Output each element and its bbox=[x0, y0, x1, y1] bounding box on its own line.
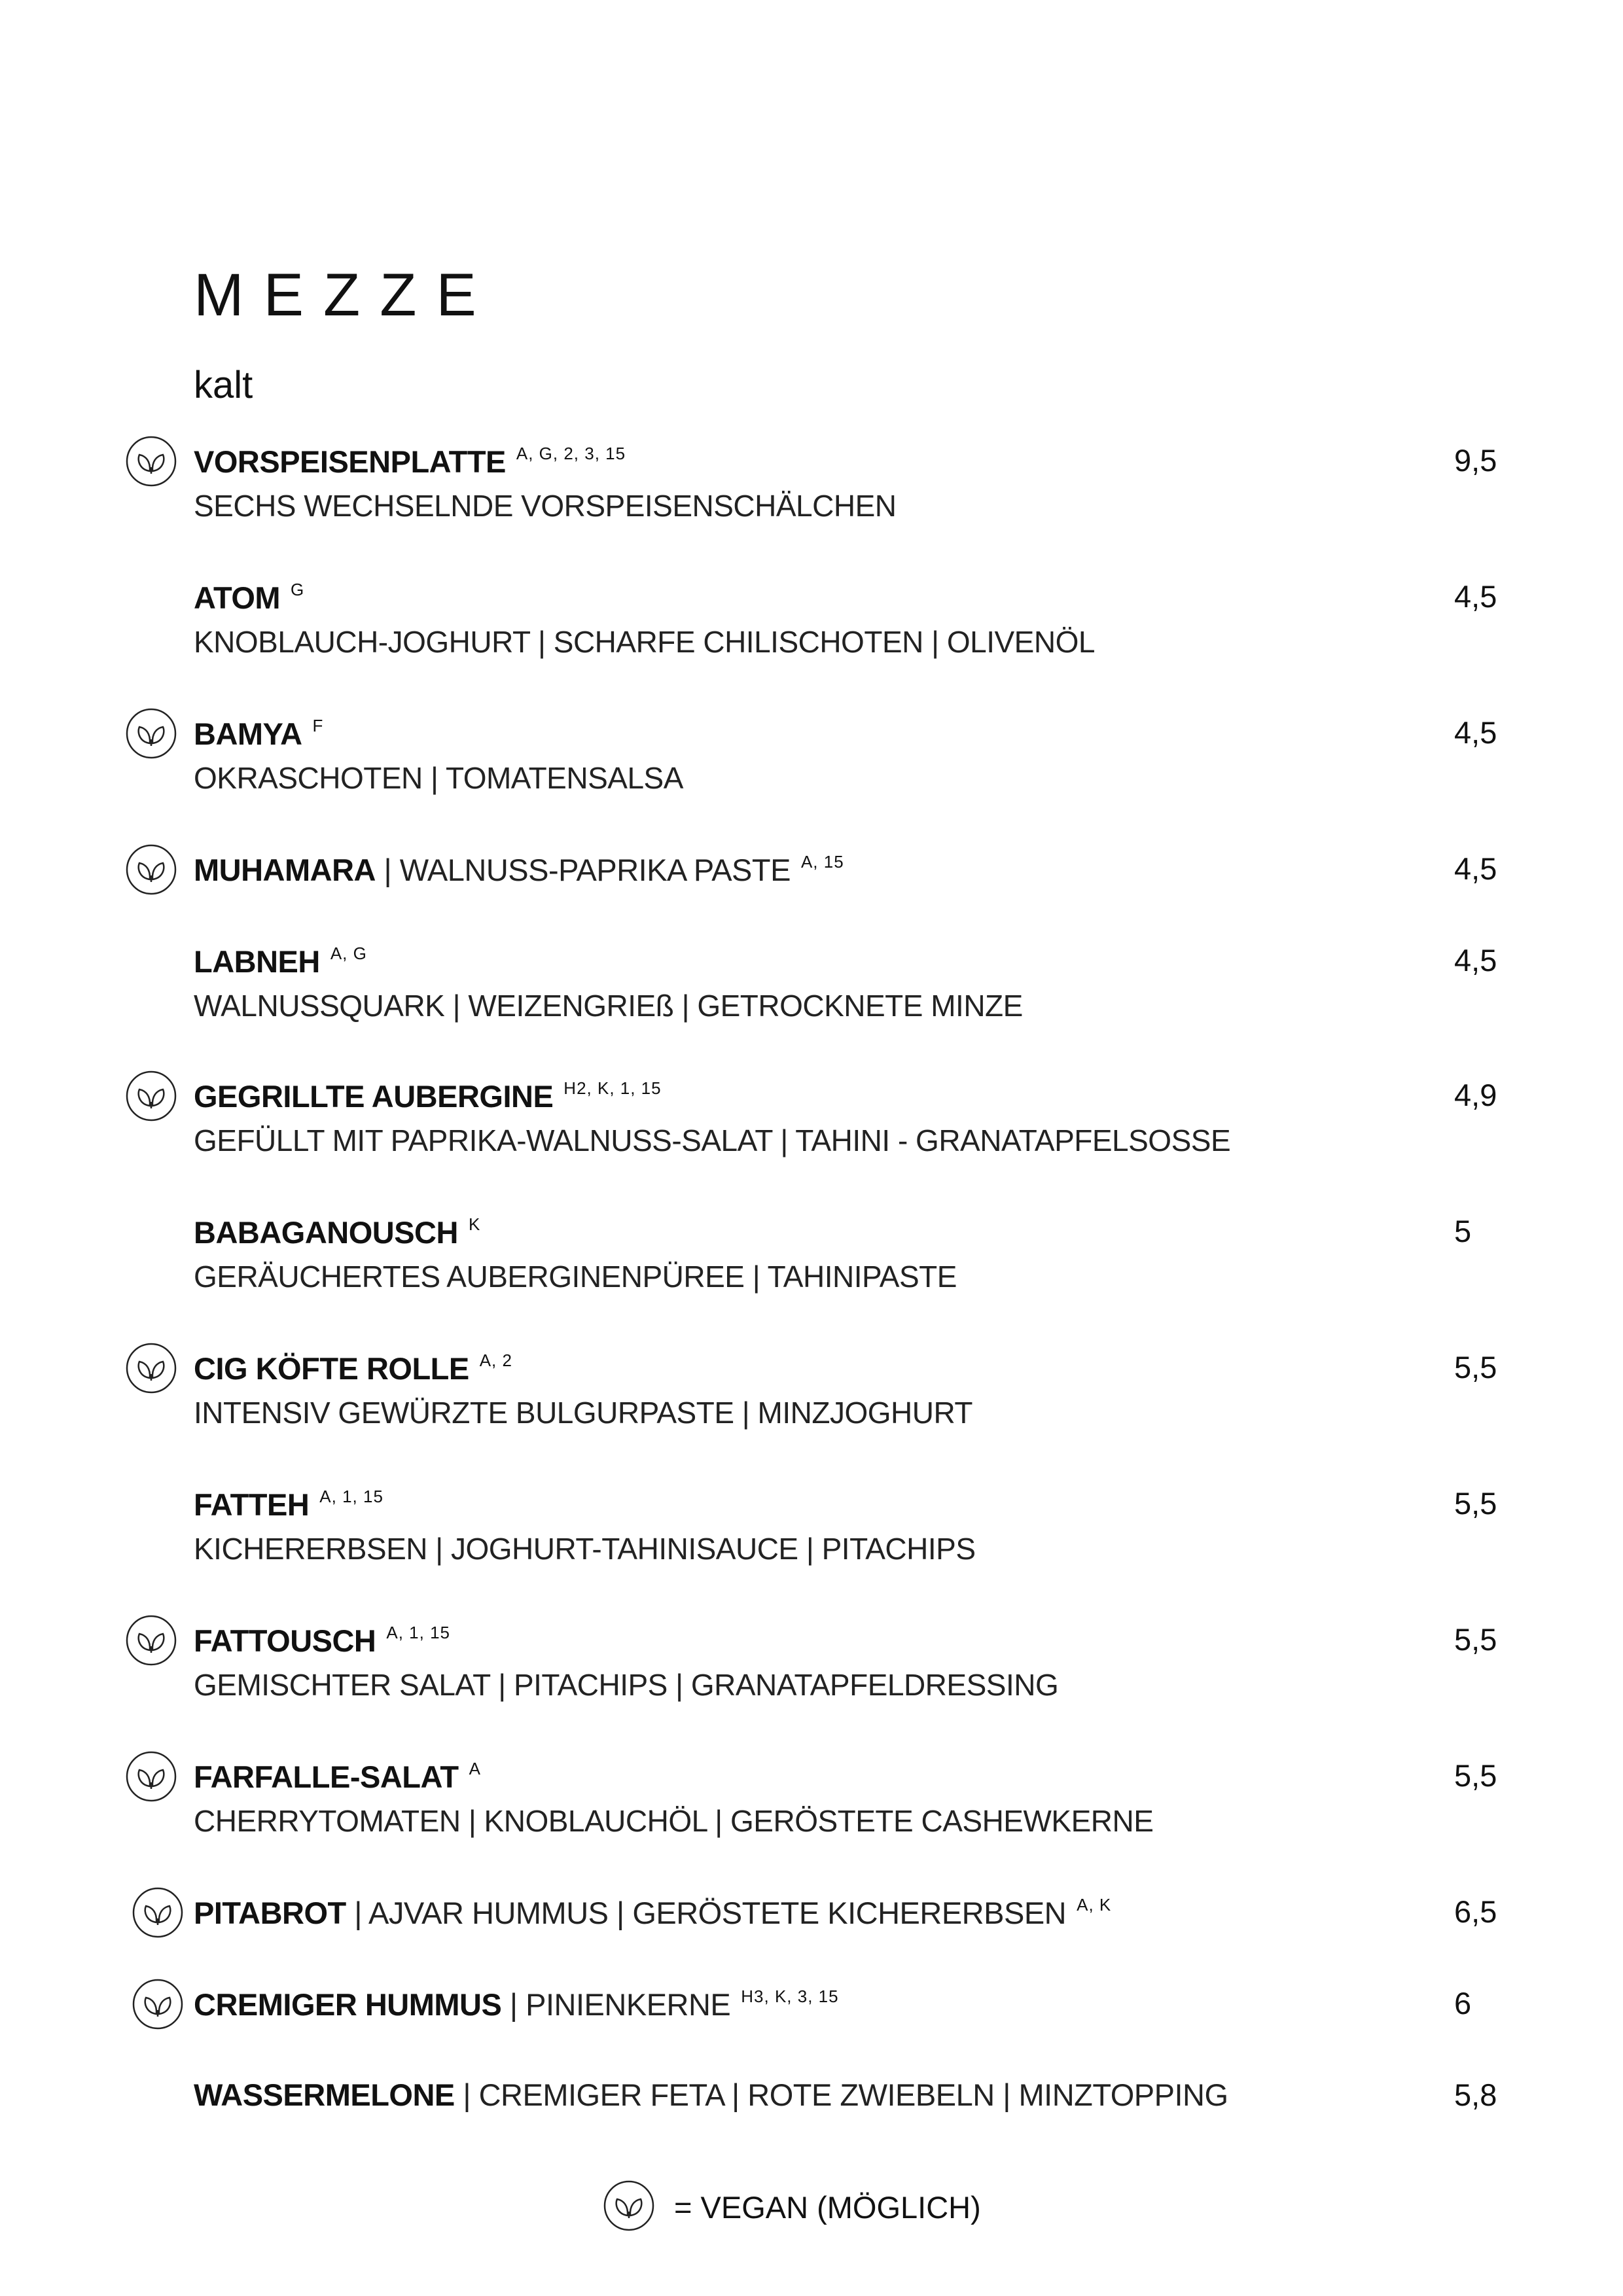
vegan-leaf-icon bbox=[124, 707, 178, 760]
vegan-legend bbox=[602, 2179, 1126, 2238]
item-description: INTENSIV GEWÜRZTE BULGURPASTE | MINZJOGHURT bbox=[194, 1396, 972, 1430]
item-title-line bbox=[194, 1080, 662, 1112]
vegan-leaf-icon bbox=[124, 1069, 178, 1123]
item-price: 4,5 bbox=[1454, 943, 1497, 978]
item-title-line bbox=[194, 1624, 450, 1656]
vegan-leaf-icon bbox=[124, 434, 178, 488]
item-name: MUHAMARA bbox=[194, 853, 376, 887]
item-title-line bbox=[194, 1488, 383, 1520]
item-name: FATTEH bbox=[194, 1487, 310, 1522]
item-title-line bbox=[194, 1760, 481, 1792]
section-heading: kalt bbox=[194, 364, 253, 406]
item-name: CIG KÖFTE ROLLE bbox=[194, 1351, 469, 1386]
item-title-line bbox=[194, 1352, 512, 1384]
item-price: 6 bbox=[1454, 1986, 1472, 2021]
item-description: GEMISCHTER SALAT | PITACHIPS | GRANATAPFELDRESSING bbox=[194, 1668, 1059, 1702]
item-name: FATTOUSCH bbox=[194, 1623, 376, 1658]
item-description: KICHERERBSEN | JOGHURT-TAHINISAUCE | PITACHIPS bbox=[194, 1532, 976, 1566]
item-allergens: A, G bbox=[330, 944, 367, 963]
vegan-leaf-icon bbox=[124, 1341, 178, 1395]
item-name: VORSPEISENPLATTE bbox=[194, 444, 506, 479]
item-title-line bbox=[194, 1988, 839, 2020]
item-price: 9,5 bbox=[1454, 443, 1497, 478]
item-description: OKRASCHOTEN | TOMATENSALSA bbox=[194, 761, 683, 795]
item-description: GERÄUCHERTES AUBERGINENPÜREE | TAHINIPASTE bbox=[194, 1260, 957, 1294]
item-price: 5,5 bbox=[1454, 1758, 1497, 1793]
vegan-leaf-icon bbox=[131, 1977, 185, 2031]
item-name: WASSERMELONE bbox=[194, 2077, 455, 2112]
item-name: LABNEH bbox=[194, 944, 320, 979]
item-allergens: A, G, 2, 3, 15 bbox=[516, 444, 626, 463]
item-extra: | CREMIGER FETA | ROTE ZWIEBELN | MINZTOPPING bbox=[454, 2077, 1228, 2112]
vegan-leaf-icon bbox=[602, 2179, 656, 2233]
item-price: 4,5 bbox=[1454, 851, 1497, 886]
item-description: CHERRYTOMATEN | KNOBLAUCHÖL | GERÖSTETE CASHEWKERNE bbox=[194, 1804, 1154, 1838]
item-title-line bbox=[194, 581, 304, 613]
item-price: 5,8 bbox=[1454, 2077, 1497, 2112]
item-allergens: K bbox=[468, 1214, 481, 1234]
item-price: 4,9 bbox=[1454, 1078, 1497, 1112]
item-allergens: G bbox=[291, 580, 305, 599]
item-name: PITABROT bbox=[194, 1896, 346, 1930]
vegan-leaf-icon bbox=[131, 1886, 185, 1939]
item-title-line bbox=[194, 1216, 480, 1248]
item-allergens: H2, K, 1, 15 bbox=[563, 1078, 662, 1098]
item-name: ATOM bbox=[194, 580, 281, 615]
item-price: 5,5 bbox=[1454, 1486, 1497, 1521]
item-price: 4,5 bbox=[1454, 715, 1497, 750]
vegan-leaf-icon bbox=[124, 1614, 178, 1667]
item-title-line bbox=[194, 445, 626, 477]
item-allergens: A, 15 bbox=[800, 852, 844, 872]
item-allergens: F bbox=[312, 716, 324, 735]
item-description: KNOBLAUCH-JOGHURT | SCHARFE CHILISCHOTEN | OLIVENÖL bbox=[194, 625, 1095, 659]
item-price: 5,5 bbox=[1454, 1350, 1497, 1385]
vegan-leaf-icon bbox=[124, 843, 178, 896]
item-extra: | PINIENKERNE bbox=[501, 1987, 731, 2022]
item-name: BABAGANOUSCH bbox=[194, 1215, 458, 1250]
item-allergens: A, 1, 15 bbox=[319, 1487, 383, 1506]
item-allergens: H3, K, 3, 15 bbox=[741, 1987, 839, 2006]
vegan-leaf-icon bbox=[124, 1750, 178, 1803]
menu-title: MEZZE bbox=[194, 262, 496, 328]
item-title-line bbox=[194, 945, 367, 977]
item-name: CREMIGER HUMMUS bbox=[194, 1987, 502, 2022]
item-title-line bbox=[194, 853, 844, 885]
item-name: FARFALLE-SALAT bbox=[194, 1759, 459, 1794]
item-description: SECHS WECHSELNDE VORSPEISENSCHÄLCHEN bbox=[194, 489, 897, 523]
item-allergens: A, K bbox=[1077, 1895, 1112, 1915]
item-extra: | AJVAR HUMMUS | GERÖSTETE KICHERERBSEN bbox=[346, 1896, 1067, 1930]
item-price: 5,5 bbox=[1454, 1622, 1497, 1657]
legend-text: = VEGAN (MÖGLICH) bbox=[674, 2190, 981, 2225]
item-extra: | WALNUSS-PAPRIKA PASTE bbox=[375, 853, 791, 887]
item-price: 6,5 bbox=[1454, 1894, 1497, 1929]
item-allergens: A, 1, 15 bbox=[386, 1623, 450, 1642]
item-description: WALNUSSQUARK | WEIZENGRIEß | GETROCKNETE MINZE bbox=[194, 989, 1023, 1023]
item-name: GEGRILLTE AUBERGINE bbox=[194, 1079, 554, 1114]
item-allergens: A, 2 bbox=[479, 1351, 512, 1370]
item-description: GEFÜLLT MIT PAPRIKA-WALNUSS-SALAT | TAHINI - GRANATAPFELSOSSE bbox=[194, 1123, 1231, 1157]
item-allergens: A bbox=[469, 1759, 481, 1778]
item-title-line bbox=[194, 1896, 1111, 1928]
item-title-line bbox=[194, 2079, 1228, 2110]
item-price: 4,5 bbox=[1454, 579, 1497, 614]
item-price: 5 bbox=[1454, 1214, 1472, 1248]
item-title-line bbox=[194, 717, 323, 749]
item-name: BAMYA bbox=[194, 716, 302, 751]
